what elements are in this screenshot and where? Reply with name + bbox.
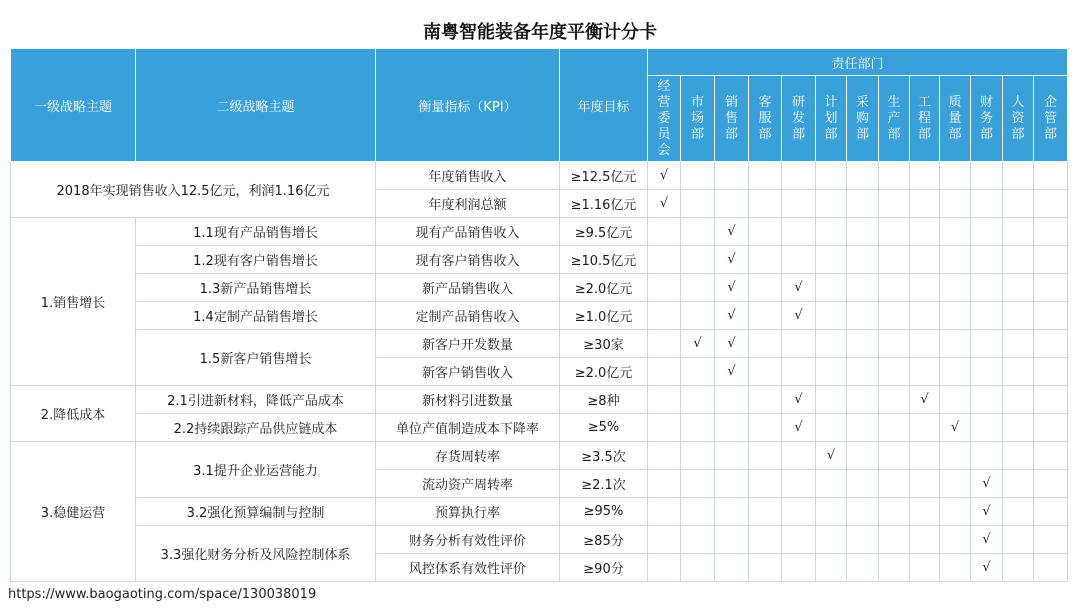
dept-cell xyxy=(1003,386,1034,414)
check-mark-icon: √ xyxy=(727,224,736,239)
dept-cell xyxy=(648,526,681,554)
dept-cell xyxy=(847,442,879,470)
dept-cell xyxy=(940,358,971,386)
dept-cell xyxy=(847,218,879,246)
dept-cell xyxy=(782,442,816,470)
kpi-cell: 存货周转率 xyxy=(376,442,560,470)
kpi-cell: 风控体系有效性评价 xyxy=(376,554,560,582)
dept-cell xyxy=(879,302,910,330)
dept-cell xyxy=(681,218,715,246)
target-cell: ≥2.0亿元 xyxy=(560,358,648,386)
dept-cell xyxy=(1034,246,1068,274)
dept-cell xyxy=(715,274,749,302)
target-cell: ≥9.5亿元 xyxy=(560,218,648,246)
dept-cell xyxy=(715,330,749,358)
table-row xyxy=(11,162,1068,190)
dept-cell xyxy=(715,554,749,582)
dept-cell xyxy=(879,246,910,274)
dept-cell xyxy=(749,470,782,498)
dept-cell xyxy=(847,554,879,582)
dept-cell xyxy=(879,218,910,246)
dept-cell xyxy=(782,330,816,358)
dept-cell xyxy=(910,218,940,246)
header-responsible-depts: 责任部门 xyxy=(648,49,1068,76)
dept-cell xyxy=(940,246,971,274)
header-level2: 二级战略主题 xyxy=(136,49,376,162)
dept-cell xyxy=(910,302,940,330)
kpi-cell: 新材料引进数量 xyxy=(376,386,560,414)
dept-cell xyxy=(910,386,940,414)
dept-cell xyxy=(681,302,715,330)
dept-cell xyxy=(1034,274,1068,302)
header-kpi: 衡量指标（KPI） xyxy=(376,49,560,162)
kpi-cell: 新客户开发数量 xyxy=(376,330,560,358)
dept-cell xyxy=(782,246,816,274)
level2-theme-cell: 2.1引进新材料，降低产品成本 xyxy=(136,386,376,414)
source-url: https://www.baogaoting.com/space/130038019 xyxy=(8,587,317,602)
check-mark-icon: √ xyxy=(794,280,803,295)
dept-cell xyxy=(910,526,940,554)
dept-cell xyxy=(816,246,847,274)
dept-cell xyxy=(715,386,749,414)
dept-cell xyxy=(847,414,879,442)
kpi-cell: 现有产品销售收入 xyxy=(376,218,560,246)
target-cell: ≥3.5次 xyxy=(560,442,648,470)
dept-cell xyxy=(816,414,847,442)
level1-theme-cell: 3.稳健运营 xyxy=(11,442,136,582)
dept-cell xyxy=(940,442,971,470)
dept-cell xyxy=(847,330,879,358)
dept-cell xyxy=(816,386,847,414)
dept-cell xyxy=(681,190,715,218)
dept-cell xyxy=(1034,218,1068,246)
dept-cell xyxy=(971,302,1003,330)
dept-cell xyxy=(715,246,749,274)
dept-cell xyxy=(648,358,681,386)
dept-cell xyxy=(681,386,715,414)
dept-cell xyxy=(910,274,940,302)
dept-cell xyxy=(940,162,971,190)
level2-theme-cell: 1.2现有客户销售增长 xyxy=(136,246,376,274)
dept-cell xyxy=(1003,554,1034,582)
dept-cell xyxy=(971,246,1003,274)
dept-cell xyxy=(648,414,681,442)
dept-cell xyxy=(971,162,1003,190)
dept-cell xyxy=(1034,526,1068,554)
level2-theme-cell: 1.4定制产品销售增长 xyxy=(136,302,376,330)
dept-cell xyxy=(715,442,749,470)
dept-cell xyxy=(1034,414,1068,442)
dept-cell xyxy=(681,274,715,302)
header-target: 年度目标 xyxy=(560,49,648,162)
dept-cell xyxy=(782,414,816,442)
dept-cell xyxy=(971,442,1003,470)
dept-cell xyxy=(681,498,715,526)
target-cell: ≥2.0亿元 xyxy=(560,274,648,302)
dept-cell xyxy=(681,162,715,190)
dept-cell xyxy=(940,190,971,218)
dept-cell xyxy=(715,414,749,442)
check-mark-icon: √ xyxy=(950,420,960,435)
dept-cell xyxy=(648,246,681,274)
dept-cell xyxy=(910,414,940,442)
dept-cell xyxy=(782,386,816,414)
dept-cell xyxy=(940,554,971,582)
dept-cell xyxy=(1003,218,1034,246)
level2-theme-cell: 2.2持续跟踪产品供应链成本 xyxy=(136,414,376,442)
dept-cell xyxy=(1034,330,1068,358)
dept-cell xyxy=(782,470,816,498)
check-mark-icon: √ xyxy=(659,168,669,183)
kpi-cell: 流动资产周转率 xyxy=(376,470,560,498)
dept-cell xyxy=(749,386,782,414)
dept-cell xyxy=(879,470,910,498)
dept-cell xyxy=(749,554,782,582)
dept-cell xyxy=(879,498,910,526)
dept-cell xyxy=(648,554,681,582)
dept-cell xyxy=(1034,386,1068,414)
dept-cell xyxy=(681,330,715,358)
dept-cell xyxy=(1003,190,1034,218)
check-mark-icon: √ xyxy=(727,252,736,267)
dept-cell xyxy=(648,162,681,190)
dept-header: 研发部 xyxy=(782,76,816,162)
dept-cell xyxy=(1034,358,1068,386)
dept-cell xyxy=(971,470,1003,498)
dept-cell xyxy=(681,414,715,442)
dept-cell xyxy=(879,554,910,582)
level1-theme-cell: 1.销售增长 xyxy=(11,218,136,386)
check-mark-icon: √ xyxy=(727,336,736,351)
target-cell: ≥2.1次 xyxy=(560,470,648,498)
dept-cell xyxy=(749,330,782,358)
dept-cell xyxy=(940,386,971,414)
dept-cell xyxy=(715,358,749,386)
target-cell: ≥1.16亿元 xyxy=(560,190,648,218)
dept-cell xyxy=(940,274,971,302)
dept-header: 生产部 xyxy=(879,76,910,162)
dept-cell xyxy=(816,302,847,330)
target-cell: ≥30家 xyxy=(560,330,648,358)
dept-header: 采购部 xyxy=(847,76,879,162)
dept-cell xyxy=(749,246,782,274)
dept-cell xyxy=(1034,554,1068,582)
dept-header: 客服部 xyxy=(749,76,782,162)
check-mark-icon: √ xyxy=(727,280,736,295)
dept-cell xyxy=(715,470,749,498)
kpi-cell: 预算执行率 xyxy=(376,498,560,526)
dept-cell xyxy=(782,162,816,190)
dept-cell xyxy=(782,498,816,526)
dept-cell xyxy=(910,330,940,358)
dept-cell xyxy=(910,498,940,526)
dept-cell xyxy=(715,190,749,218)
dept-cell xyxy=(1003,526,1034,554)
dept-cell xyxy=(648,386,681,414)
dept-cell xyxy=(940,414,971,442)
dept-cell xyxy=(971,498,1003,526)
dept-cell xyxy=(782,526,816,554)
dept-cell xyxy=(782,274,816,302)
dept-cell xyxy=(782,218,816,246)
dept-cell xyxy=(749,190,782,218)
dept-cell xyxy=(749,414,782,442)
dept-cell xyxy=(1003,246,1034,274)
dept-header: 市场部 xyxy=(681,76,715,162)
page-title: 南粤智能装备年度平衡计分卡 xyxy=(423,22,657,43)
level2-theme-cell: 3.1提升企业运营能力 xyxy=(136,442,376,498)
dept-cell xyxy=(816,526,847,554)
check-mark-icon: √ xyxy=(693,336,702,351)
dept-cell xyxy=(971,274,1003,302)
dept-cell xyxy=(782,358,816,386)
dept-cell xyxy=(816,358,847,386)
dept-cell xyxy=(1034,190,1068,218)
dept-cell xyxy=(1034,498,1068,526)
dept-cell xyxy=(971,526,1003,554)
dept-cell xyxy=(816,442,847,470)
check-mark-icon: √ xyxy=(826,448,836,463)
dept-cell xyxy=(879,386,910,414)
kpi-cell: 新客户销售收入 xyxy=(376,358,560,386)
dept-cell xyxy=(971,190,1003,218)
dept-cell xyxy=(782,302,816,330)
dept-cell xyxy=(1034,470,1068,498)
dept-cell xyxy=(816,190,847,218)
dept-cell xyxy=(648,190,681,218)
scorecard-body xyxy=(11,162,1068,582)
kpi-cell: 单位产值制造成本下降率 xyxy=(376,414,560,442)
dept-cell xyxy=(681,246,715,274)
dept-cell xyxy=(1034,442,1068,470)
level1-theme-cell: 2.降低成本 xyxy=(11,386,136,442)
dept-cell xyxy=(910,246,940,274)
dept-cell xyxy=(648,498,681,526)
dept-cell xyxy=(1003,498,1034,526)
kpi-cell: 年度销售收入 xyxy=(376,162,560,190)
table-row xyxy=(11,526,1068,554)
dept-cell xyxy=(940,470,971,498)
dept-cell xyxy=(1003,358,1034,386)
dept-cell xyxy=(648,274,681,302)
table-row xyxy=(11,386,1068,414)
dept-cell xyxy=(749,498,782,526)
dept-cell xyxy=(910,554,940,582)
level2-theme-cell: 1.5新客户销售增长 xyxy=(136,330,376,386)
dept-cell xyxy=(847,246,879,274)
dept-header: 企管部 xyxy=(1034,76,1068,162)
dept-header: 工程部 xyxy=(910,76,940,162)
dept-cell xyxy=(847,470,879,498)
target-cell: ≥12.5亿元 xyxy=(560,162,648,190)
dept-cell xyxy=(879,162,910,190)
dept-cell xyxy=(1003,330,1034,358)
dept-cell xyxy=(847,302,879,330)
header-level1: 一级战略主题 xyxy=(11,49,136,162)
dept-header: 人资部 xyxy=(1003,76,1034,162)
kpi-cell: 年度利润总额 xyxy=(376,190,560,218)
dept-cell xyxy=(879,414,910,442)
level2-theme-cell: 3.2强化预算编制与控制 xyxy=(136,498,376,526)
dept-cell xyxy=(681,470,715,498)
dept-cell xyxy=(715,218,749,246)
dept-cell xyxy=(1034,302,1068,330)
dept-cell xyxy=(910,190,940,218)
dept-cell xyxy=(681,358,715,386)
dept-cell xyxy=(648,470,681,498)
dept-cell xyxy=(648,442,681,470)
kpi-cell: 新产品销售收入 xyxy=(376,274,560,302)
dept-cell xyxy=(816,162,847,190)
dept-cell xyxy=(1003,302,1034,330)
dept-cell xyxy=(715,162,749,190)
dept-cell xyxy=(847,190,879,218)
table-row xyxy=(11,302,1068,330)
dept-cell xyxy=(681,554,715,582)
dept-header: 销售部 xyxy=(715,76,749,162)
dept-cell xyxy=(847,526,879,554)
dept-cell xyxy=(971,358,1003,386)
dept-cell xyxy=(816,218,847,246)
dept-cell xyxy=(940,302,971,330)
dept-header: 财务部 xyxy=(971,76,1003,162)
dept-cell xyxy=(879,330,910,358)
table-row xyxy=(11,246,1068,274)
dept-cell xyxy=(940,498,971,526)
check-mark-icon: √ xyxy=(794,308,803,323)
annual-goal-cell: 2018年实现销售收入12.5亿元，利润1.16亿元 xyxy=(11,162,376,218)
dept-cell xyxy=(715,498,749,526)
level2-theme-cell: 1.1现有产品销售增长 xyxy=(136,218,376,246)
dept-cell xyxy=(879,358,910,386)
dept-cell xyxy=(879,190,910,218)
dept-cell xyxy=(749,526,782,554)
dept-cell xyxy=(715,526,749,554)
dept-cell xyxy=(847,274,879,302)
dept-cell xyxy=(749,442,782,470)
check-mark-icon: √ xyxy=(794,420,803,435)
dept-cell xyxy=(910,442,940,470)
dept-cell xyxy=(971,414,1003,442)
dept-header: 经营委员会 xyxy=(648,76,681,162)
dept-cell xyxy=(971,386,1003,414)
target-cell: ≥5% xyxy=(560,414,648,442)
table-row xyxy=(11,218,1068,246)
dept-cell xyxy=(847,498,879,526)
dept-cell xyxy=(749,274,782,302)
check-mark-icon: √ xyxy=(982,560,991,575)
target-cell: ≥1.0亿元 xyxy=(560,302,648,330)
target-cell: ≥10.5亿元 xyxy=(560,246,648,274)
table-row xyxy=(11,330,1068,358)
dept-cell xyxy=(749,218,782,246)
dept-cell xyxy=(816,470,847,498)
check-mark-icon: √ xyxy=(727,308,736,323)
level2-theme-cell: 3.3强化财务分析及风险控制体系 xyxy=(136,526,376,582)
dept-cell xyxy=(1003,470,1034,498)
target-cell: ≥90分 xyxy=(560,554,648,582)
dept-cell xyxy=(940,526,971,554)
dept-cell xyxy=(681,526,715,554)
table-row xyxy=(11,442,1068,470)
check-mark-icon: √ xyxy=(982,532,991,547)
check-mark-icon: √ xyxy=(920,392,929,407)
dept-cell xyxy=(648,330,681,358)
dept-cell xyxy=(940,330,971,358)
dept-cell xyxy=(816,554,847,582)
dept-cell xyxy=(847,386,879,414)
check-mark-icon: √ xyxy=(982,504,991,519)
dept-cell xyxy=(749,302,782,330)
kpi-cell: 财务分析有效性评价 xyxy=(376,526,560,554)
dept-cell xyxy=(1003,442,1034,470)
dept-cell xyxy=(879,442,910,470)
dept-cell xyxy=(879,274,910,302)
dept-cell xyxy=(971,218,1003,246)
dept-cell xyxy=(648,218,681,246)
dept-cell xyxy=(782,190,816,218)
dept-cell xyxy=(749,358,782,386)
level2-theme-cell: 1.3新产品销售增长 xyxy=(136,274,376,302)
dept-header: 质量部 xyxy=(940,76,971,162)
target-cell: ≥8种 xyxy=(560,386,648,414)
target-cell: ≥85分 xyxy=(560,526,648,554)
dept-cell xyxy=(910,470,940,498)
check-mark-icon: √ xyxy=(982,476,991,491)
dept-cell xyxy=(816,498,847,526)
dept-cell xyxy=(940,218,971,246)
dept-cell xyxy=(1003,414,1034,442)
dept-cell xyxy=(816,330,847,358)
dept-header: 计划部 xyxy=(816,76,847,162)
table-row xyxy=(11,498,1068,526)
dept-cell xyxy=(749,162,782,190)
dept-cell xyxy=(879,526,910,554)
dept-cell xyxy=(1003,274,1034,302)
kpi-cell: 现有客户销售收入 xyxy=(376,246,560,274)
dept-cell xyxy=(816,274,847,302)
dept-cell xyxy=(910,162,940,190)
dept-cell xyxy=(1003,162,1034,190)
table-row xyxy=(11,274,1068,302)
target-cell: ≥95% xyxy=(560,498,648,526)
dept-cell xyxy=(1034,162,1068,190)
dept-cell xyxy=(910,358,940,386)
dept-cell xyxy=(648,302,681,330)
dept-cell xyxy=(847,358,879,386)
check-mark-icon: √ xyxy=(659,196,669,211)
dept-cell xyxy=(971,330,1003,358)
dept-cell xyxy=(715,302,749,330)
dept-cell xyxy=(847,162,879,190)
dept-cell xyxy=(782,554,816,582)
kpi-cell: 定制产品销售收入 xyxy=(376,302,560,330)
dept-cell xyxy=(971,554,1003,582)
check-mark-icon: √ xyxy=(727,364,736,379)
check-mark-icon: √ xyxy=(794,392,803,407)
dept-cell xyxy=(681,442,715,470)
balanced-scorecard-table xyxy=(10,48,1068,582)
table-row xyxy=(11,414,1068,442)
